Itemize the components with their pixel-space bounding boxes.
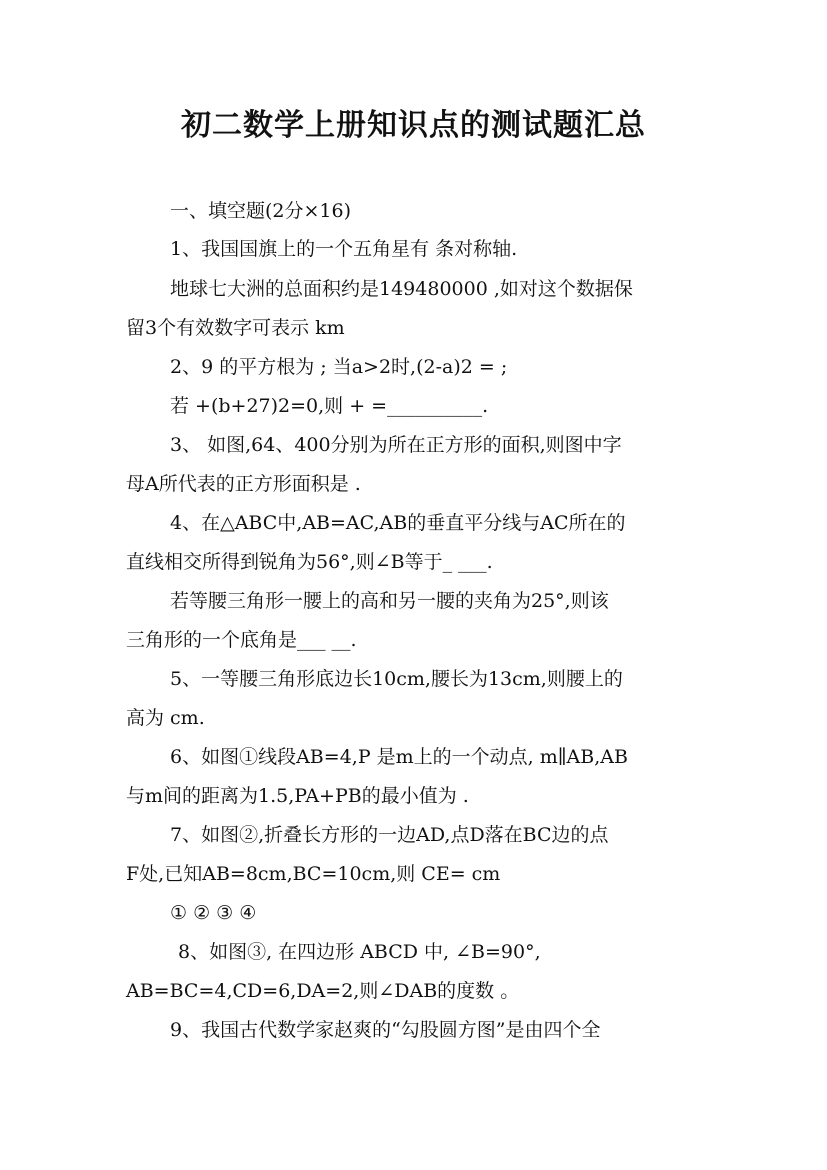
question-line: 若 +(b+27)2=0,则 + =__________. bbox=[170, 395, 489, 417]
question-line: 2、9 的平方根为 ; 当a>2时,(2-a)2 = ; bbox=[170, 356, 508, 378]
question-line: 留3个有效数字可表示 km bbox=[126, 317, 345, 339]
question-line: 母A所代表的正方形面积是 . bbox=[126, 473, 361, 495]
question-line: 三角形的一个底角是___ __. bbox=[126, 629, 357, 651]
question-line: 9、我国古代数学家赵爽的“勾股圆方图”是由四个全 bbox=[170, 1019, 601, 1041]
question-line: 地球七大洲的总面积约是149480000 ,如对这个数据保 bbox=[170, 278, 633, 300]
figure-labels: ① ② ③ ④ bbox=[170, 902, 257, 924]
question-line: 6、如图①线段AB=4,P 是m上的一个动点, m∥AB,AB bbox=[170, 746, 628, 768]
question-line: 1、我国国旗上的一个五角星有 条对称轴. bbox=[170, 238, 518, 260]
question-line: 若等腰三角形一腰上的高和另一腰的夹角为25°,则该 bbox=[170, 590, 609, 612]
question-line: F处,已知AB=8cm,BC=10cm,则 CE= cm bbox=[126, 863, 501, 885]
question-line: AB=BC=4,CD=6,DA=2,则∠DAB的度数 。 bbox=[126, 980, 520, 1002]
document-title: 初二数学上册知识点的测试题汇总 bbox=[181, 108, 646, 143]
question-line: 直线相交所得到锐角为56°,则∠B等于_ ___. bbox=[126, 551, 493, 573]
section-heading: 一、填空题(2分×16) bbox=[170, 200, 352, 222]
question-line: 4、在△ABC中,AB=AC,AB的垂直平分线与AC所在的 bbox=[170, 512, 626, 534]
question-line: 3、 如图,64、400分别为所在正方形的面积,则图中字 bbox=[170, 434, 622, 456]
question-line: 5、一等腰三角形底边长10cm,腰长为13cm,则腰上的 bbox=[170, 668, 623, 690]
question-line: 与m间的距离为1.5,PA+PB的最小值为 . bbox=[126, 785, 469, 807]
question-line: 8、如图③, 在四边形 ABCD 中, ∠B=90°, bbox=[178, 941, 541, 963]
question-line: 高为 cm. bbox=[126, 707, 205, 729]
question-line: 7、如图②,折叠长方形的一边AD,点D落在BC边的点 bbox=[170, 824, 609, 846]
